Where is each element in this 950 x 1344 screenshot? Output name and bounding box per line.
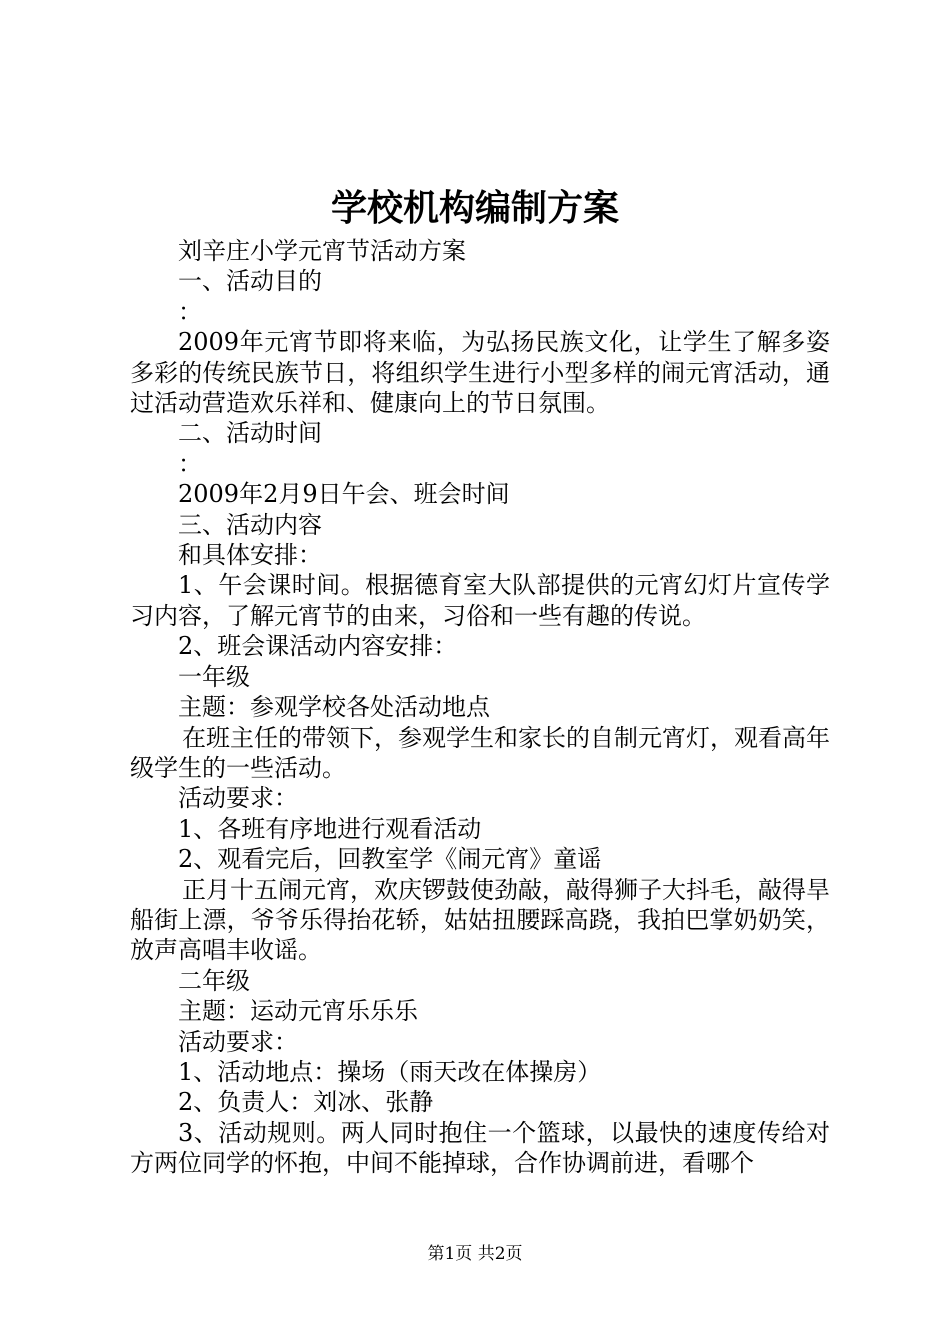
section-heading: 三、活动内容: [178, 510, 322, 539]
paragraph: 1、活动地点：操场（雨天改在体操房）: [178, 1057, 602, 1086]
document-body: [130, 236, 830, 1179]
grade-heading: 一年级: [178, 662, 250, 691]
paragraph: 2、负责人：刘冰、张静: [178, 1088, 434, 1117]
paragraph: 2009年2月9日午会、班会时间: [178, 480, 510, 509]
paragraph: ：: [178, 297, 202, 326]
paragraph: 1、各班有序地进行观看活动: [178, 814, 482, 843]
paragraph: 主题：运动元宵乐乐乐: [178, 997, 418, 1026]
page-footer: 第1页 共2页: [427, 1244, 523, 1264]
paragraph: 活动要求：: [178, 1027, 298, 1056]
paragraph: 3、活动规则。两人同时抱住一个篮球，以最快的速度传给对方两位同学的怀抱，中间不能掉球，合作协调前进，看哪个: [130, 1118, 830, 1178]
section-heading: 一、活动目的: [178, 267, 322, 296]
paragraph: 2、观看完后，回教室学《闹元宵》童谣: [178, 845, 602, 874]
paragraph: ：: [178, 449, 202, 478]
document-title: 学校机构编制方案: [330, 187, 619, 229]
paragraph: 2、班会课活动内容安排：: [178, 632, 458, 661]
paragraph: 主题：参观学校各处活动地点: [178, 693, 490, 722]
paragraph: 1、午会课时间。根据德育室大队部提供的元宵幻灯片宣传学习内容，了解元宵节的由来，习俗和一些有趣的传说。: [130, 571, 830, 630]
rhyme-paragraph: 正月十五闹元宵，欢庆锣鼓使劲敲，敲得狮子大抖毛，敲得旱船街上漂，爷爷乐得抬花轿，姑姑扭腰踩高跷，我拍巴掌奶奶笑，放声高唱丰收谣。: [130, 875, 830, 965]
paragraph: 刘辛庄小学元宵节活动方案: [178, 237, 466, 265]
section-heading: 二、活动时间: [178, 419, 322, 448]
paragraph: 2009年元宵节即将来临，为弘扬民族文化，让学生了解多姿多彩的传统民族节日，将组织学生进行小型多样的闹元宵活动，通过活动营造欢乐祥和、健康向上的节日氛围。: [130, 328, 830, 418]
grade-heading: 二年级: [178, 966, 250, 995]
paragraph: 活动要求：: [178, 784, 298, 813]
paragraph: 在班主任的带领下，参观学生和家长的自制元宵灯，观看高年级学生的一些活动。: [130, 723, 830, 782]
paragraph: 和具体安排：: [178, 541, 322, 570]
